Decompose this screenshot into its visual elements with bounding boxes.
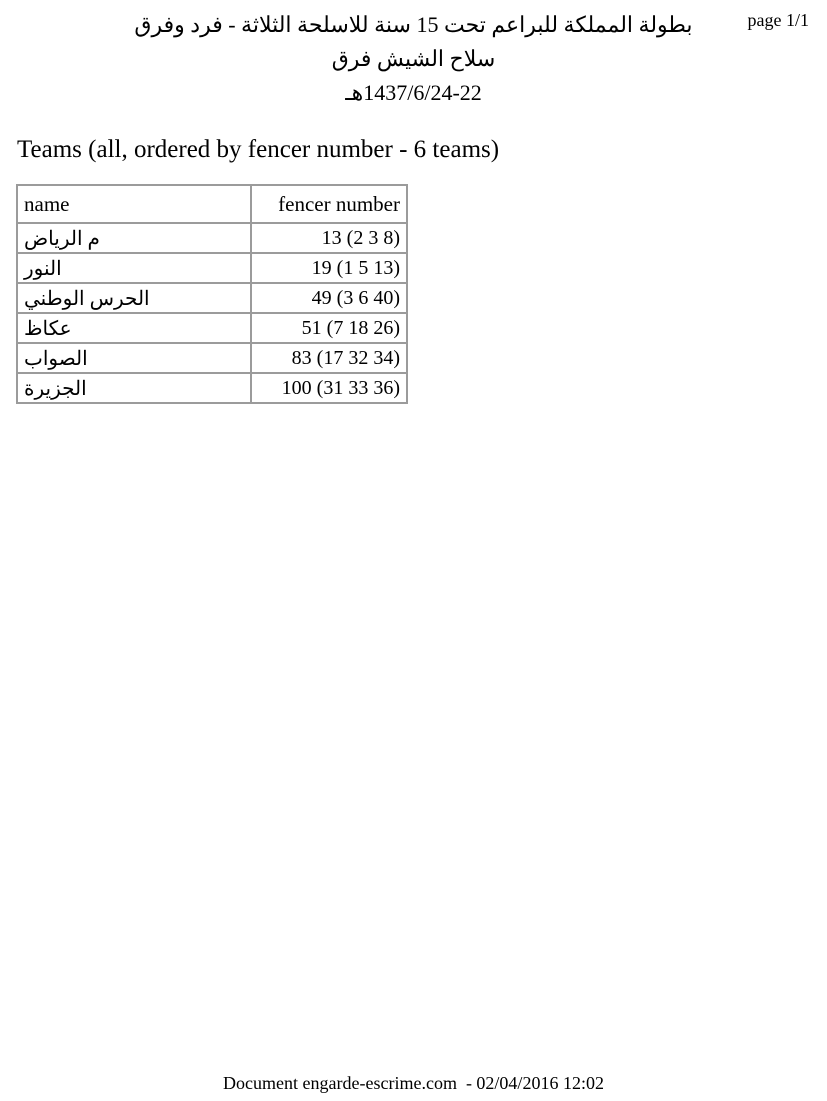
table-header-row — [17, 185, 407, 223]
table-row — [17, 313, 407, 343]
team-name: عكاظ — [24, 317, 72, 340]
fencer-number-cell: 83 (17 32 34) — [251, 343, 407, 373]
document-title-block — [100, 8, 727, 110]
team-name-cell — [17, 343, 251, 373]
fencer-number-cell: 19 (1 5 13) — [251, 253, 407, 283]
document-footer: Document engarde-escrime.com - 02/04/2016 12:02 — [223, 1073, 604, 1093]
event-date — [100, 76, 727, 110]
team-name: النور — [24, 257, 62, 280]
team-name-cell — [17, 223, 251, 253]
section-heading: Teams (all, ordered by fencer number - 6 teams) — [17, 136, 500, 163]
fencer-number-cell: 100 (31 33 36) — [251, 373, 407, 403]
teams-table — [16, 184, 408, 404]
table-row — [17, 283, 407, 313]
team-name-cell — [17, 313, 251, 343]
column-header-fencer-number: fencer number — [251, 185, 407, 223]
column-header-name: name — [17, 185, 251, 223]
table-row — [17, 343, 407, 373]
event-date-text: 1437/6/24-22هـ — [345, 80, 482, 105]
team-name-cell — [17, 283, 251, 313]
team-name-cell — [17, 373, 251, 403]
fencer-number-cell: 49 (3 6 40) — [251, 283, 407, 313]
team-name: الصواب — [24, 347, 88, 370]
weapon-event-subtitle: سلاح الشيش فرق — [331, 46, 496, 71]
team-name: الحرس الوطني — [24, 287, 150, 310]
fencer-number-cell: 51 (7 18 26) — [251, 313, 407, 343]
page-indicator: page 1/1 — [747, 10, 809, 30]
team-name: الجزيرة — [24, 377, 87, 400]
table-row — [17, 253, 407, 283]
team-name-cell — [17, 253, 251, 283]
table-row — [17, 373, 407, 403]
fencer-number-cell: 13 (2 3 8) — [251, 223, 407, 253]
team-name: م الرياض — [24, 227, 100, 250]
table-row — [17, 223, 407, 253]
competition-title: بطولة المملكة للبراعم تحت 15 سنة للاسلحة الثلاثة - فرد وفرق — [134, 12, 693, 37]
